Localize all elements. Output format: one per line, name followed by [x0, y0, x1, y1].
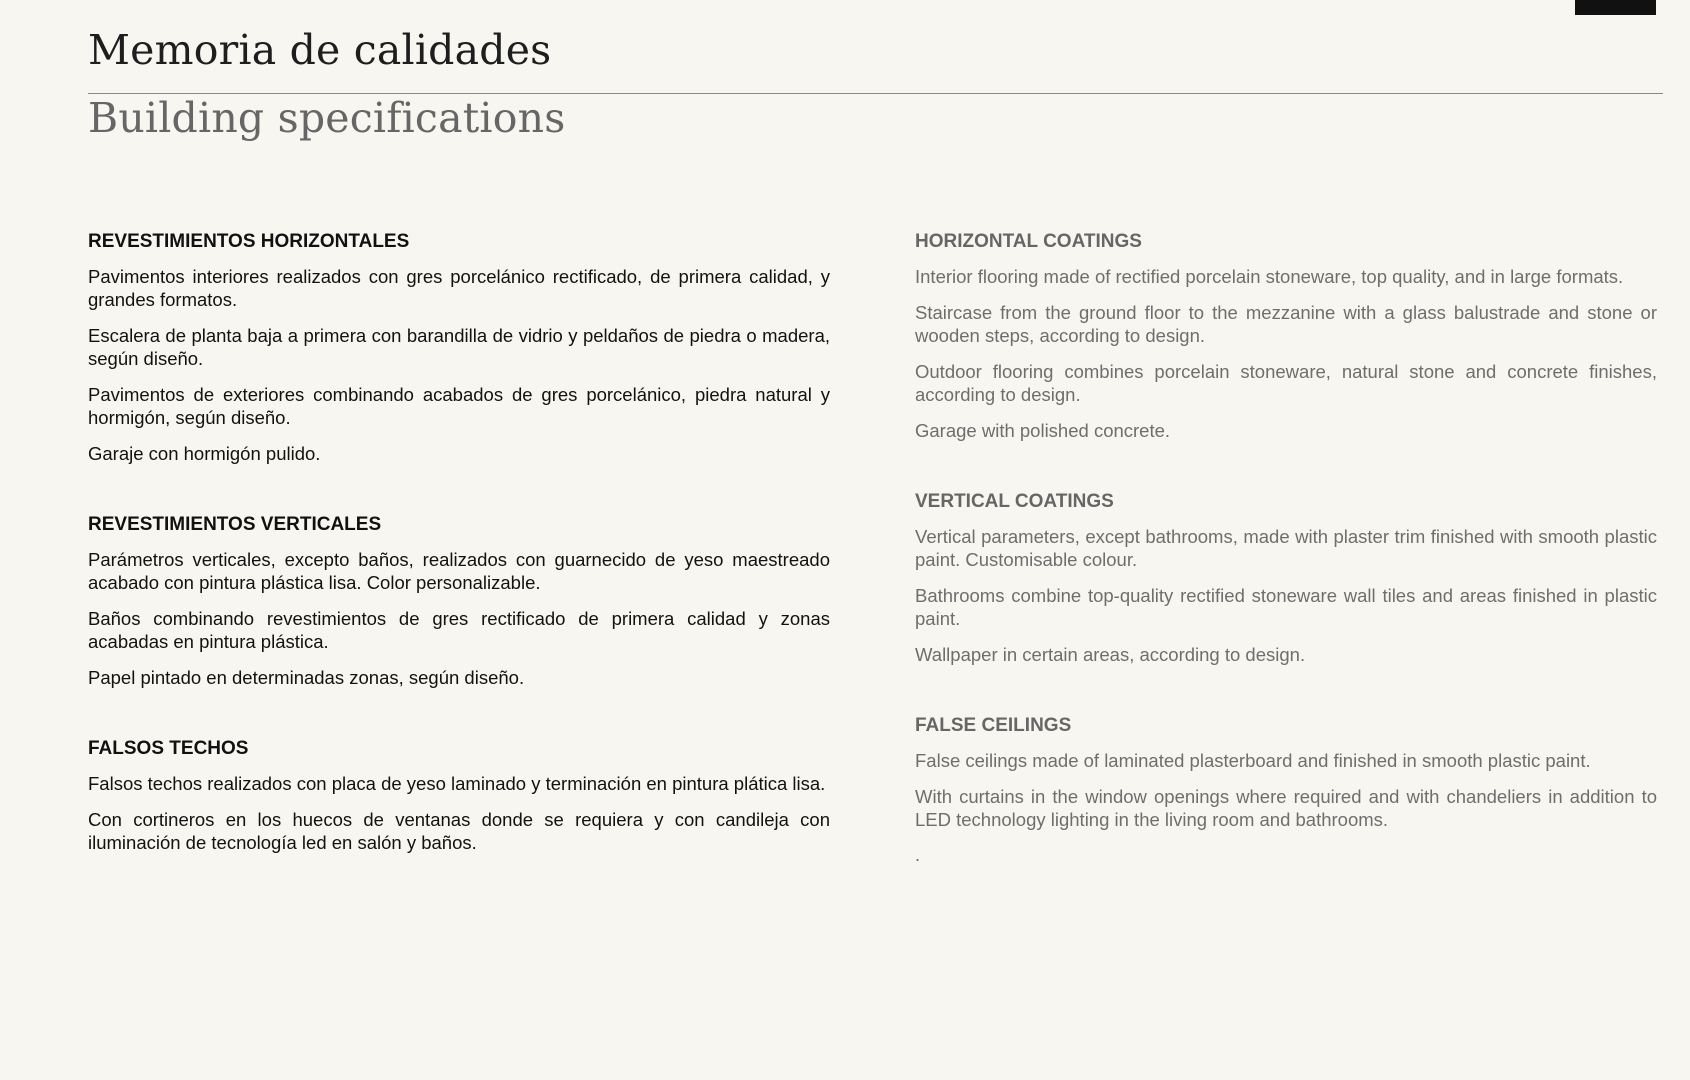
- paragraph: Con cortineros en los huecos de ventanas donde se requiera y con candileja con iluminación de tecnología led en salón y baños.: [88, 809, 830, 853]
- column-spanish: [88, 229, 830, 901]
- section-vertical-coatings-es: [88, 512, 830, 689]
- section-horizontal-coatings-es: [88, 229, 830, 465]
- paragraph: Pavimentos interiores realizados con gres porcelánico rectificado, de primera calidad, y grandes formatos.: [88, 266, 830, 310]
- paragraph: Falsos techos realizados con placa de yeso laminado y terminación en pintura plática lisa.: [88, 773, 826, 794]
- paragraph: Garage with polished concrete.: [915, 420, 1171, 441]
- page-title-en: Building specifications: [88, 94, 566, 142]
- section-heading: REVESTIMIENTOS VERTICALES: [88, 514, 382, 535]
- section-vertical-coatings-en: [915, 489, 1657, 666]
- paragraph: Papel pintado en determinadas zonas, según diseño.: [88, 667, 525, 688]
- section-heading: HORIZONTAL COATINGS: [915, 231, 1142, 252]
- paragraph: Wallpaper in certain areas, according to design.: [915, 644, 1306, 665]
- paragraph: Bathrooms combine top-quality rectified stoneware wall tiles and areas finished in plastic paint.: [915, 585, 1657, 629]
- section-heading: REVESTIMIENTOS HORIZONTALES: [88, 231, 410, 252]
- paragraph: Vertical parameters, except bathrooms, made with plaster trim finished with smooth plastic paint. Customisable colour.: [915, 526, 1657, 570]
- paragraph: With curtains in the window openings where required and with chandeliers in addition to LED technology lighting in the living room and bathrooms.: [915, 786, 1657, 830]
- section-false-ceilings-en: [915, 713, 1657, 867]
- paragraph: Garaje con hormigón pulido.: [88, 443, 321, 464]
- paragraph: Baños combinando revestimientos de gres rectificado de primera calidad y zonas acabadas en pintura plástica.: [88, 608, 830, 652]
- paragraph: Pavimentos de exteriores combinando acabados de gres porcelánico, piedra natural y hormigón, según diseño.: [88, 384, 830, 428]
- page-title-es: Memoria de calidades: [88, 26, 552, 74]
- section-heading: FALSE CEILINGS: [915, 715, 1072, 736]
- column-english: [915, 229, 1657, 914]
- corner-tab: [1575, 0, 1656, 15]
- section-horizontal-coatings-en: [915, 229, 1657, 442]
- paragraph: Outdoor flooring combines porcelain stoneware, natural stone and concrete finishes, according to design.: [915, 361, 1657, 405]
- section-heading: VERTICAL COATINGS: [915, 491, 1114, 512]
- paragraph: Interior flooring made of rectified porcelain stoneware, top quality, and in large formats.: [915, 266, 1624, 287]
- paragraph: Escalera de planta baja a primera con barandilla de vidrio y peldaños de piedra o madera, según diseño.: [88, 325, 830, 369]
- paragraph: False ceilings made of laminated plasterboard and finished in smooth plastic paint.: [915, 750, 1591, 771]
- section-false-ceilings-es: [88, 736, 830, 854]
- paragraph: Parámetros verticales, excepto baños, realizados con guarnecido de yeso maestreado acabado con pintura plástica lisa. Color personalizable.: [88, 549, 830, 593]
- paragraph: Staircase from the ground floor to the mezzanine with a glass balustrade and stone or wooden steps, according to design.: [915, 302, 1657, 346]
- trailing-dot: .: [915, 845, 921, 865]
- section-heading: FALSOS TECHOS: [88, 738, 249, 759]
